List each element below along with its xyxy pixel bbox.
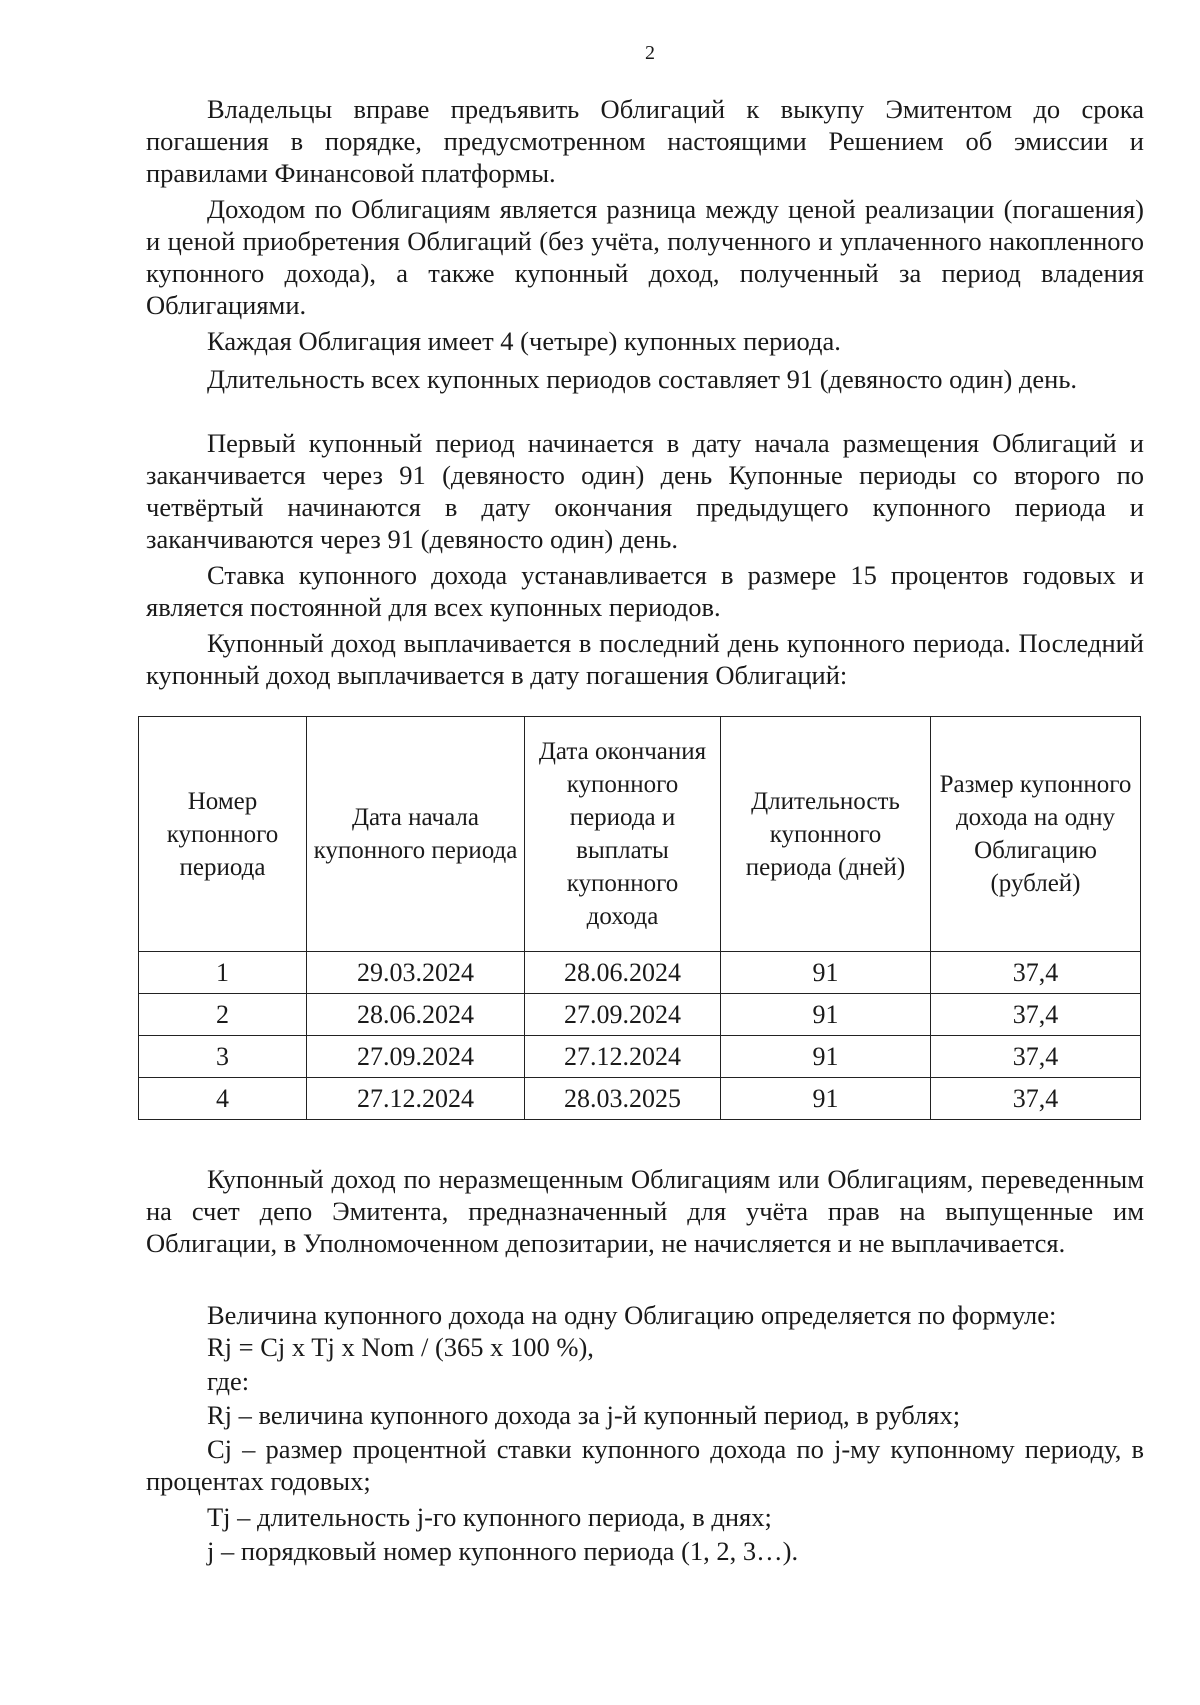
cell-end-date: 28.06.2024 [525,952,721,994]
cell-end-date: 28.03.2025 [525,1078,721,1120]
definition-rj: Rj – величина купонного дохода за j-й купонный период, в рублях; [207,1400,961,1430]
definition-tj: Tj – длительность j-го купонного периода, в днях; [207,1502,772,1532]
cell-coupon-amount: 37,4 [931,1036,1141,1078]
cell-end-date: 27.09.2024 [525,994,721,1036]
paragraph-unplaced-bonds: Купонный доход по неразмещенным Облигациям или Облигациям, переведенным на счет депо Эмитента, предназначенный для учёта прав на выпущенные им Облигации, в Уполномоченном депозитарии, не начисляется и не выплачивается. [146,1164,1144,1258]
table-header-row [139,717,1141,952]
paragraph-income: Доходом по Облигациям является разница между ценой реализации (погашения) и ценой приобретения Облигаций (без учёта, полученного и уплаченного накопленного купонного дохода), а также купонный доход, полученный за период владения Облигациями. [146,194,1144,320]
header-start-date: Дата начала купонного периода [307,717,525,952]
paragraph-first-period: Первый купонный период начинается в дату начала размещения Облигаций и заканчивается через 91 (девяносто один) день Купонные периоды со второго по четвёртый начинаются в дату окончания предыдущего купонного периода и заканчиваются через 91 (девяносто один) день. [146,428,1144,554]
table-row [139,1036,1141,1078]
coupon-table [138,716,1141,1120]
paragraph-coupon-payment: Купонный доход выплачивается в последний день купонного периода. Последний купонный доход выплачивается в дату погашения Облигаций: [146,628,1144,690]
cell-period-number: 1 [139,952,307,994]
paragraph-coupon-duration: Длительность всех купонных периодов составляет 91 (девяносто один) день. [207,364,1078,394]
cell-period-number: 2 [139,994,307,1036]
table-row [139,994,1141,1036]
cell-period-number: 4 [139,1078,307,1120]
paragraph-formula-intro: Величина купонного дохода на одну Облигацию определяется по формуле: [207,1300,1057,1330]
table-row [139,1078,1141,1120]
cell-coupon-amount: 37,4 [931,952,1141,994]
cell-duration: 91 [721,952,931,994]
definition-j: j – порядковый номер купонного периода (1, 2, 3…). [207,1536,799,1566]
table-row [139,952,1141,994]
page-number: 2 [645,42,655,64]
header-period-number: Номер купонного периода [139,717,307,952]
cell-duration: 91 [721,1078,931,1120]
cell-period-number: 3 [139,1036,307,1078]
cell-start-date: 29.03.2024 [307,952,525,994]
cell-end-date: 27.12.2024 [525,1036,721,1078]
cell-duration: 91 [721,994,931,1036]
header-end-date: Дата окончания купонного периода и выплаты купонного дохода [525,717,721,952]
cell-coupon-amount: 37,4 [931,1078,1141,1120]
formula: Rj = Cj x Tj x Nom / (365 x 100 %), [207,1332,594,1362]
paragraph-coupon-count: Каждая Облигация имеет 4 (четыре) купонных периода. [207,326,841,356]
definition-cj: Cj – размер процентной ставки купонного дохода по j-му купонному периоду, в процентах годовых; [146,1434,1144,1496]
cell-duration: 91 [721,1036,931,1078]
paragraph-coupon-rate: Ставка купонного дохода устанавливается в размере 15 процентов годовых и является постоянной для всех купонных периодов. [146,560,1144,622]
cell-start-date: 28.06.2024 [307,994,525,1036]
cell-coupon-amount: 37,4 [931,994,1141,1036]
header-duration: Длительность купонного периода (дней) [721,717,931,952]
header-coupon-amount: Размер купонного дохода на одну Облигацию (рублей) [931,717,1141,952]
formula-where: где: [207,1366,250,1396]
cell-start-date: 27.09.2024 [307,1036,525,1078]
cell-start-date: 27.12.2024 [307,1078,525,1120]
paragraph-redemption: Владельцы вправе предъявить Облигаций к выкупу Эмитентом до срока погашения в порядке, предусмотренном настоящими Решением об эмиссии и правилами Финансовой платформы. [146,94,1144,188]
